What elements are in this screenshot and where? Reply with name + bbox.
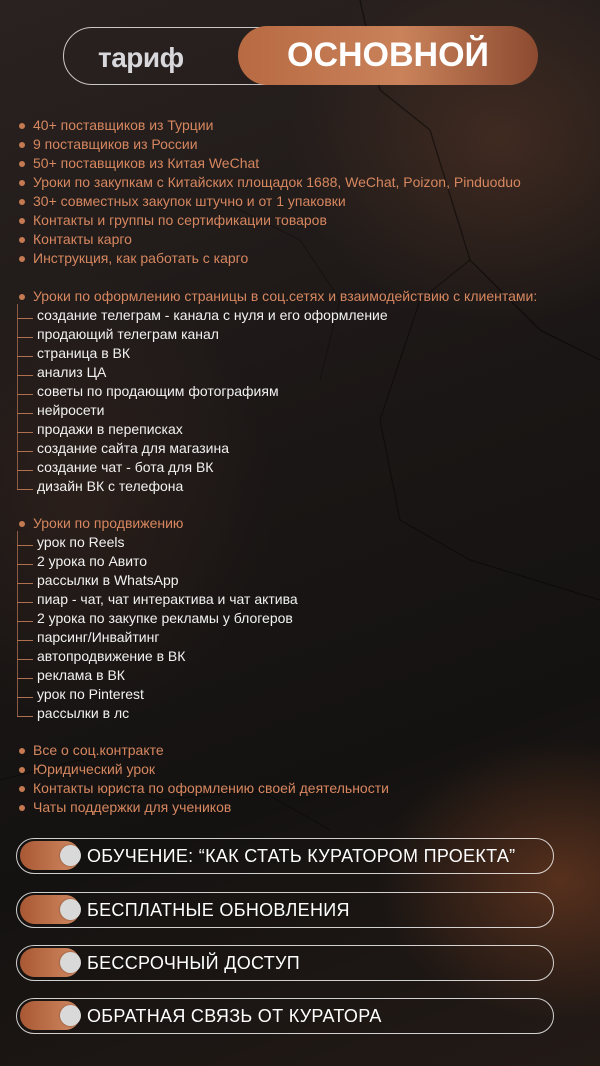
bullet-dot xyxy=(19,218,25,224)
tree-dash xyxy=(17,451,33,452)
bullet-dot xyxy=(19,767,25,773)
tree-dash xyxy=(17,470,33,471)
tree-dash xyxy=(17,564,33,565)
bullet-dot xyxy=(19,521,25,527)
tree-dash xyxy=(17,659,33,660)
list-item: 9 поставщиков из России xyxy=(33,136,198,152)
toggle-switch[interactable] xyxy=(20,841,80,870)
feature-label: ОБРАТНАЯ СВЯЗЬ ОТ КУРАТОРА xyxy=(87,1006,382,1026)
sub-item: автопродвижение в ВК xyxy=(37,648,186,664)
tree-dash xyxy=(17,489,33,490)
list-item: 50+ поставщиков из Китая WeChat xyxy=(33,155,260,171)
tree-dash xyxy=(17,697,33,698)
toggle-knob xyxy=(60,845,81,866)
bullet-dot xyxy=(19,199,25,205)
tree-line xyxy=(17,304,18,490)
list-item: 30+ совместных закупок штучно и от 1 упаковки xyxy=(33,193,346,209)
feature-pill-free-updates xyxy=(16,892,554,928)
sub-item: продажи в переписках xyxy=(37,421,183,437)
tree-dash xyxy=(17,432,33,433)
bullet-dot xyxy=(19,256,25,262)
bullet-dot xyxy=(19,237,25,243)
tree-dash xyxy=(17,356,33,357)
feature-label: БЕСПЛАТНЫЕ ОБНОВЛЕНИЯ xyxy=(87,900,350,920)
sub-item: парсинг/Инвайтинг xyxy=(37,629,160,645)
bullet-dot xyxy=(19,161,25,167)
sub-item: рассылки в WhatsApp xyxy=(37,572,179,588)
tree-line xyxy=(17,531,18,717)
tree-dash xyxy=(17,621,33,622)
toggle-knob xyxy=(60,952,81,973)
section-title: Уроки по оформлению страницы в соц.сетях и взаимодействию с клиентами: xyxy=(33,288,538,304)
list-item: 40+ поставщиков из Турции xyxy=(33,117,214,133)
tree-dash xyxy=(17,583,33,584)
sub-item: анализ ЦА xyxy=(37,364,107,380)
sub-item: создание сайта для магазина xyxy=(37,440,230,456)
sub-item: создание чат - бота для ВК xyxy=(37,459,214,475)
feature-label: БЕССРОЧНЫЙ ДОСТУП xyxy=(87,953,300,973)
toggle-knob xyxy=(60,1005,81,1026)
sub-item: страница в ВК xyxy=(37,345,131,361)
sub-item: урок по Reels xyxy=(37,534,125,550)
list-item: Контакты и группы по сертификации товаров xyxy=(33,212,327,228)
feature-pill-curator-training xyxy=(16,838,554,874)
feature-label: ОБУЧЕНИЕ: “КАК СТАТЬ КУРАТОРОМ ПРОЕКТА” xyxy=(87,846,516,866)
sub-item: создание телеграм - канала с нуля и его оформление xyxy=(37,307,388,323)
tree-dash xyxy=(17,678,33,679)
list-item: Инструкция, как работать с карго xyxy=(33,250,249,266)
bullet-dot xyxy=(19,180,25,186)
tree-dash xyxy=(17,640,33,641)
list-item: Все о соц.контракте xyxy=(33,742,164,758)
tree-dash xyxy=(17,602,33,603)
section-title: Уроки по продвижению xyxy=(33,515,184,531)
feature-pill-unlimited-access xyxy=(16,945,554,981)
toggle-switch[interactable] xyxy=(20,1001,80,1030)
bullet-dot xyxy=(19,748,25,754)
list-item: Контакты карго xyxy=(33,231,132,247)
toggle-switch[interactable] xyxy=(20,895,80,924)
sub-item: продающий телеграм канал xyxy=(37,326,219,342)
bullet-dot xyxy=(19,142,25,148)
bullet-dot xyxy=(19,786,25,792)
tree-dash xyxy=(17,375,33,376)
sub-item: реклама в ВК xyxy=(37,667,125,683)
sub-item: нейросети xyxy=(37,402,105,418)
sub-item: советы по продающим фотографиям xyxy=(37,383,279,399)
tree-dash xyxy=(17,318,33,319)
tree-dash xyxy=(17,337,33,338)
tree-dash xyxy=(17,716,33,717)
list-item: Юридический урок xyxy=(33,761,156,777)
tariff-label: тариф xyxy=(98,42,184,73)
plan-name: ОСНОВНОЙ xyxy=(287,36,489,74)
plan-name-badge xyxy=(238,26,538,85)
bullet-dot xyxy=(19,294,25,300)
feature-pill-curator-feedback xyxy=(16,998,554,1034)
tree-dash xyxy=(17,394,33,395)
sub-item: рассылки в лс xyxy=(37,705,130,721)
bullet-dot xyxy=(19,123,25,129)
tariff-header xyxy=(63,27,537,85)
sub-item: 2 урока по Авито xyxy=(37,553,148,569)
bullet-dot xyxy=(19,805,25,811)
toggle-knob xyxy=(60,899,81,920)
tree-dash xyxy=(17,413,33,414)
list-item: Чаты поддержки для учеников xyxy=(33,799,232,815)
list-item: Уроки по закупкам с Китайских площадок 1688, WeChat, Poizon, Pinduoduo xyxy=(33,174,521,190)
sub-item: дизайн ВК с телефона xyxy=(37,478,184,494)
sub-item: урок по Pinterest xyxy=(37,686,144,702)
sub-item: 2 урока по закупке рекламы у блогеров xyxy=(37,610,293,626)
list-item: Контакты юриста по оформлению своей деятельности xyxy=(33,780,389,796)
toggle-switch[interactable] xyxy=(20,948,80,977)
sub-item: пиар - чат, чат интерактива и чат актива xyxy=(37,591,298,607)
tree-dash xyxy=(17,545,33,546)
